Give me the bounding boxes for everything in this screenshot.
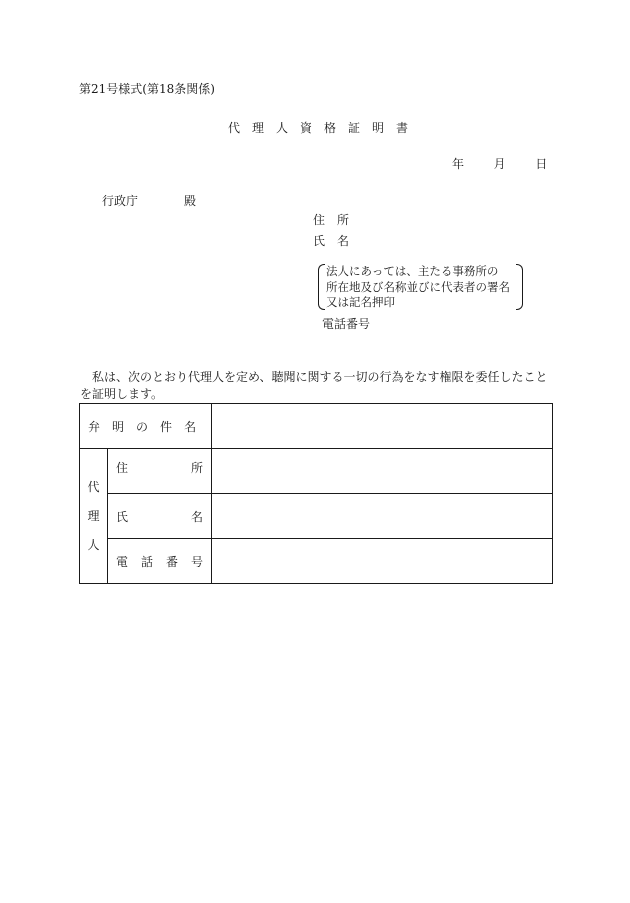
right-bracket (516, 264, 523, 310)
phone-label-char: 号 (190, 554, 203, 569)
applicant-name-label: 氏 名 (313, 234, 350, 248)
document-title: 代 理 人 資 格 証 明 書 (227, 121, 408, 135)
applicant-phone-label: 電話番号 (322, 317, 371, 331)
address-label-char: 所 (190, 460, 203, 475)
table-row (80, 449, 553, 494)
agent-label-char: 人 (87, 538, 100, 552)
case-label-char: 名 (184, 419, 197, 434)
table-row (80, 404, 553, 449)
corporate-note-text (326, 264, 510, 311)
addressee-honorific: 殿 (184, 194, 197, 208)
date-line (452, 155, 547, 172)
applicant-address-label: 住 所 (313, 213, 350, 227)
statement-text: 私は、次のとおり代理人を定め、聴聞に関する一切の行為をなす権限を委任したことを証明します。 (80, 370, 548, 401)
agent-phone-label (108, 539, 212, 584)
table-row (80, 494, 553, 539)
name-label-char: 氏 (116, 509, 129, 524)
case-label-char: 件 (160, 419, 173, 434)
agent-phone-value[interactable] (212, 539, 553, 584)
case-name-label (80, 404, 212, 449)
phone-label-char: 話 (140, 554, 153, 569)
agent-label-char: 理 (87, 509, 100, 523)
date-month-label: 月 (493, 157, 506, 171)
case-name-value[interactable] (212, 404, 553, 449)
addressee-authority: 行政庁 (102, 194, 139, 208)
address-label-char: 住 (116, 460, 129, 475)
corporate-note-line: 又は記名押印 (326, 295, 395, 309)
case-label-char: 明 (112, 419, 125, 434)
agent-name-value[interactable] (212, 494, 553, 539)
corporate-note-line: 所在地及び名称並びに代表者の署名 (326, 279, 510, 294)
form-number: 第21号様式(第18条関係) (79, 82, 215, 96)
table-row (80, 539, 553, 584)
agent-address-value[interactable] (212, 449, 553, 494)
agent-info-table (79, 403, 553, 584)
case-label-char: 弁 (88, 419, 101, 434)
phone-label-char: 電 (116, 554, 129, 569)
name-label-char: 名 (190, 509, 203, 524)
addressee (102, 192, 196, 209)
left-bracket (318, 264, 325, 310)
case-label-char: の (136, 419, 149, 434)
agent-address-label (108, 449, 212, 494)
corporate-note-line: 法人にあっては、主たる事務所の (326, 264, 499, 278)
agent-label-char: 代 (87, 480, 100, 494)
date-day-label: 日 (535, 157, 548, 171)
agent-group-label (80, 449, 108, 584)
corporate-note (318, 264, 523, 310)
agent-name-label (108, 494, 212, 539)
phone-label-char: 番 (165, 554, 178, 569)
date-year-label: 年 (452, 157, 465, 171)
